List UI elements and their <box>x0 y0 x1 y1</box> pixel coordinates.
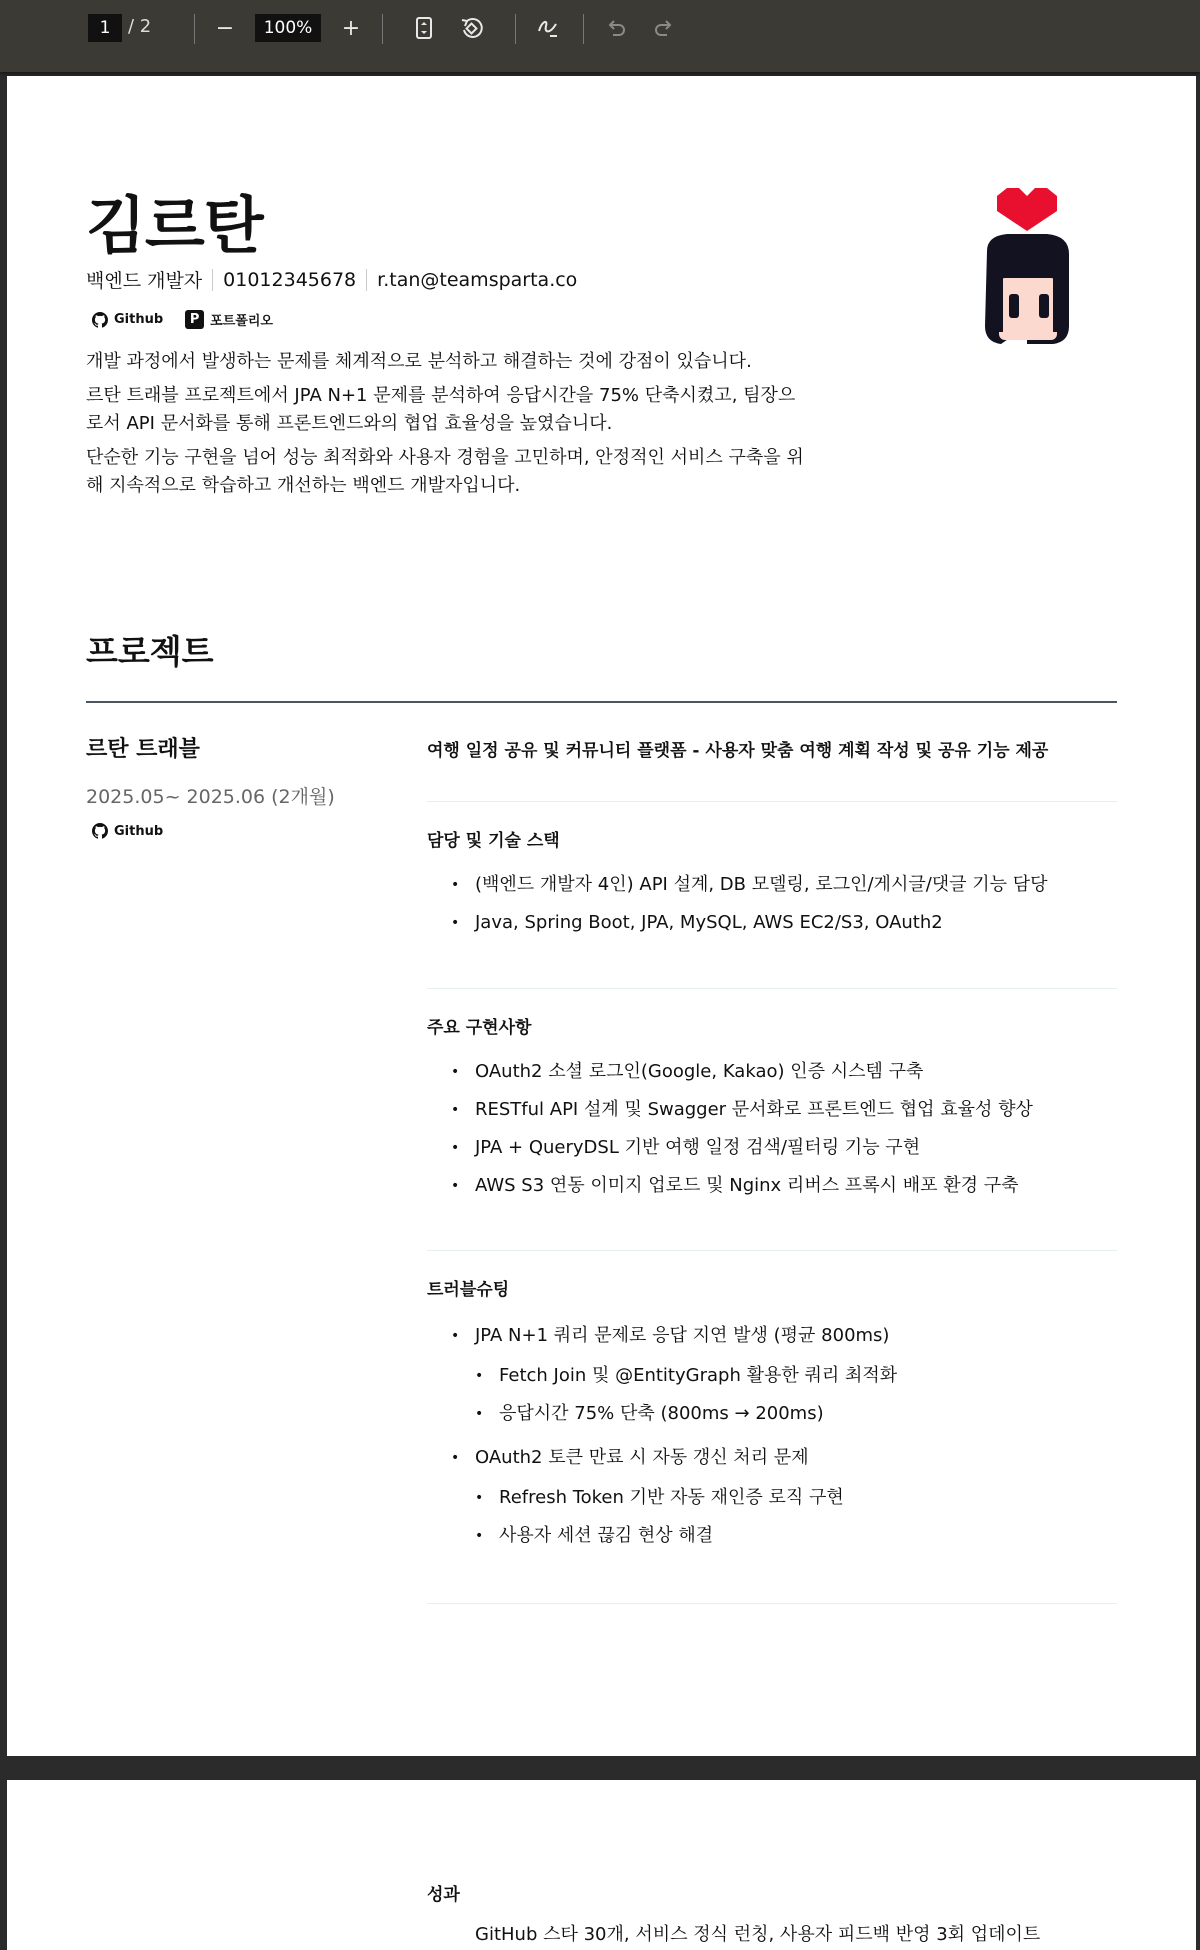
intro-paragraph: 단순한 기능 구현을 넘어 성능 최적화와 사용자 경험을 고민하며, 안정적인 서비스 구축을 위해 지속적으로 학습하고 개선하는 백엔드 개발자입니다. <box>86 447 804 496</box>
redo-button[interactable] <box>648 12 680 44</box>
implementation-title: 주요 구현사항 <box>427 1018 532 1038</box>
zoom-in-button[interactable]: + <box>341 15 361 41</box>
projects-heading: 프로젝트 <box>86 632 214 671</box>
rotate-icon <box>459 15 485 41</box>
project-period: 2025.05~ 2025.06 (2개월) <box>86 786 335 808</box>
redo-icon <box>653 17 675 39</box>
list-item: • AWS S3 연동 이미지 업로드 및 Nginx 리버스 프록시 배포 환경 구축 <box>427 1167 1117 1205</box>
portfolio-link-label: 포트폴리오 <box>210 314 273 329</box>
list-item: • RESTful API 설계 및 Swagger 문서화로 프론트엔드 협업 효율성 향상 <box>427 1091 1117 1129</box>
avatar-illustration <box>957 176 1097 356</box>
fit-page-button[interactable] <box>408 12 440 44</box>
draw-button[interactable] <box>532 12 564 44</box>
github-link[interactable] <box>92 310 163 329</box>
github-link-label: Github <box>114 312 164 327</box>
sub-list-item: • Fetch Join 및 @EntityGraph 활용한 쿼리 최적화 <box>427 1357 1117 1395</box>
pdf-toolbar <box>0 0 1200 72</box>
list-item: • JPA N+1 쿼리 문제로 응답 지연 발생 (평균 800ms) <box>427 1315 1117 1357</box>
resume-name: 김르탄 <box>86 189 263 262</box>
rotate-button[interactable] <box>456 12 488 44</box>
implementation-list <box>427 1053 1117 1205</box>
github-link-label: Github <box>114 823 164 839</box>
phone: 01012345678 <box>223 268 357 291</box>
intro-paragraph: 르탄 트래블 프로젝트에서 JPA N+1 문제를 분석하여 응답시간을 75% 단축시켰고, 팀장으로서 API 문서화를 통해 프론트엔드와의 협업 효율성을 높였습니다. <box>86 385 796 434</box>
email-link[interactable]: r.tan@teamsparta.co <box>377 268 578 291</box>
toolbar-divider <box>583 14 584 44</box>
toolbar-divider <box>194 14 195 44</box>
profile-links <box>92 310 273 329</box>
undo-icon <box>605 17 627 39</box>
page-total: / 2 <box>128 16 152 37</box>
intro-text <box>86 348 806 506</box>
portfolio-icon: P <box>185 310 204 329</box>
stack-title: 담당 및 기술 스택 <box>427 831 560 851</box>
project-description: 여행 일정 공유 및 커뮤니티 플랫폼 - 사용자 맞춤 여행 계획 작성 및 공유 기능 제공 <box>427 741 1049 761</box>
subsection-divider <box>427 1603 1117 1604</box>
list-item: • JPA + QueryDSL 기반 여행 일정 검색/필터링 기능 구현 <box>427 1129 1117 1167</box>
fit-page-icon <box>414 16 434 40</box>
pdf-page-1 <box>7 76 1196 1756</box>
list-item: • (백엔드 개발자 4인) API 설계, DB 모델링, 로그인/게시글/댓글 기능 담당 <box>427 866 1117 904</box>
contact-line <box>86 266 577 293</box>
list-item: GitHub 스타 30개, 서비스 정식 런칭, 사용자 피드백 반영 3회 업데이트 <box>475 1924 1041 1945</box>
sub-list-item: • Refresh Token 기반 자동 재인증 로직 구현 <box>427 1479 1117 1517</box>
list-item: • Java, Spring Boot, JPA, MySQL, AWS EC2/S3, OAuth2 <box>427 904 1117 942</box>
contact-divider <box>366 269 367 291</box>
role: 백엔드 개발자 <box>86 270 203 292</box>
subsection-divider <box>427 801 1117 802</box>
sub-list-item: • 사용자 세션 끊김 현상 해결 <box>427 1517 1117 1555</box>
list-item: • OAuth2 소셜 로그인(Google, Kakao) 인증 시스템 구축 <box>427 1053 1117 1091</box>
stack-list <box>427 866 1117 942</box>
zoom-out-button[interactable]: − <box>215 15 235 41</box>
heart-icon <box>997 188 1057 231</box>
toolbar-divider <box>515 14 516 44</box>
intro-paragraph: 개발 과정에서 발생하는 문제를 체계적으로 분석하고 해결하는 것에 강점이 있습니다. <box>86 351 752 372</box>
zoom-level[interactable]: 100% <box>255 14 321 42</box>
toolbar-divider <box>382 14 383 44</box>
pdf-page-2 <box>7 1780 1196 1950</box>
results-title: 성과 <box>427 1885 460 1905</box>
page-number-input[interactable]: 1 <box>88 14 122 42</box>
github-icon <box>92 823 108 839</box>
troubleshooting-list <box>427 1315 1117 1555</box>
pen-icon <box>536 16 560 40</box>
subsection-divider <box>427 988 1117 989</box>
section-divider <box>86 701 1117 703</box>
subsection-divider <box>427 1250 1117 1251</box>
list-item: • OAuth2 토큰 만료 시 자동 갱신 처리 문제 <box>427 1437 1117 1479</box>
undo-button[interactable] <box>600 12 632 44</box>
portfolio-link[interactable] <box>185 310 273 329</box>
troubleshooting-title: 트러블슈팅 <box>427 1280 510 1300</box>
contact-divider <box>212 269 213 291</box>
github-icon <box>92 312 108 328</box>
project-name: 르탄 트래블 <box>86 737 200 762</box>
project-github-link[interactable] <box>92 823 163 839</box>
sub-list-item: • 응답시간 75% 단축 (800ms → 200ms) <box>427 1395 1117 1437</box>
